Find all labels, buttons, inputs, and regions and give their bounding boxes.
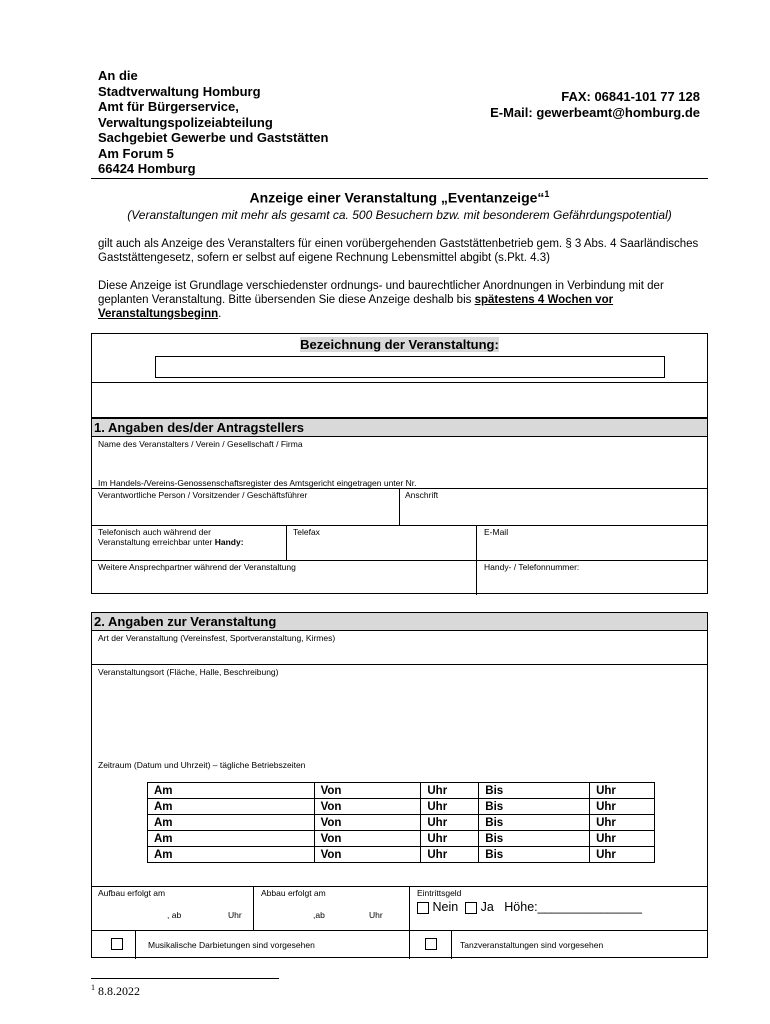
address-line: An die (98, 68, 138, 83)
address-line: Stadtverwaltung Homburg (98, 83, 261, 99)
event-type-label: Art der Veranstaltung (Vereinsfest, Sportveranstaltung, Kirmes) (98, 633, 336, 643)
entry-fee-yes-checkbox[interactable] (465, 902, 477, 914)
setup-ab: , ab (167, 910, 182, 920)
form-subtitle: (Veranstaltungen mit mehr als gesamt ca. 500 Besuchern bzw. mit besonderem Gefährdungspotential) (127, 208, 672, 222)
fax-number: FAX: 06841-101 77 128 (561, 89, 700, 104)
row-divider (92, 560, 707, 561)
times-row (148, 847, 655, 863)
deadline-emphasis: spätestens 4 Wochen vor Veranstaltungsbeginn (98, 294, 614, 320)
address-line: 66424 Homburg (98, 161, 196, 176)
contact-block (490, 89, 700, 120)
row-divider (92, 664, 707, 665)
intro-p2-end: . (218, 308, 222, 320)
times-cell[interactable]: Bis (479, 831, 590, 847)
organizer-name-label: Name des Veranstalters / Verein / Gesellschaft / Firma (98, 439, 303, 449)
section-2-heading: 2. Angaben zur Veranstaltung (92, 613, 707, 631)
intro-paragraph-1: gilt auch als Anzeige des Veranstalters für einen vorübergehenden Gaststättenbetrieb gem. § 3 Abs. 4 Saarländisches Gaststättengesetz, sofern er selbst auf eigene Rechnung Lebensmittel abgibt (s.Pkt. 4.3) (98, 238, 699, 264)
intro-paragraph-2 (98, 279, 703, 321)
phone-label (98, 527, 244, 547)
email-address: E-Mail: gewerbeamt@homburg.de (490, 104, 700, 120)
title-footnote-mark: 1 (544, 189, 550, 199)
entry-fee-no-checkbox[interactable] (417, 902, 429, 914)
row-divider (92, 382, 707, 383)
section-applicant (91, 418, 708, 594)
entry-fee-no-label: Nein (432, 900, 459, 914)
form-title (91, 189, 708, 206)
music-label: Musikalische Darbietungen sind vorgesehen (148, 940, 315, 950)
phone-label-handy: Handy: (214, 537, 244, 547)
event-location-field[interactable] (98, 679, 698, 751)
section-event-details (91, 612, 708, 958)
address-line: Amt für Bürgerservice, (98, 99, 239, 114)
times-cell[interactable]: Uhr (421, 847, 479, 863)
times-cell[interactable]: Bis (479, 783, 590, 799)
col-divider (253, 886, 254, 930)
setup-uhr: Uhr (228, 910, 242, 920)
address-line: Sachgebiet Gewerbe und Gaststätten (98, 130, 329, 145)
dance-checkbox[interactable] (425, 938, 437, 950)
phone-label-line-1: Telefonisch auch während der (98, 527, 211, 537)
teardown-ab: ,ab (313, 910, 325, 920)
times-cell[interactable]: Uhr (590, 799, 655, 815)
address-line: Am Forum 5 (98, 145, 174, 161)
responsible-person-field[interactable] (98, 501, 394, 523)
address-field[interactable] (405, 501, 701, 523)
entry-fee-amount[interactable]: Höhe:_______________ (504, 900, 642, 914)
teardown-uhr: Uhr (369, 910, 383, 920)
times-cell[interactable]: Uhr (590, 815, 655, 831)
event-name-label: Bezeichnung der Veranstaltung: (300, 337, 499, 352)
times-cell[interactable]: Am (148, 831, 315, 847)
times-row (148, 783, 655, 799)
times-cell[interactable]: Uhr (590, 831, 655, 847)
organizer-name-field[interactable] (98, 451, 698, 477)
times-cell[interactable]: Uhr (421, 799, 479, 815)
times-cell[interactable]: Uhr (590, 783, 655, 799)
times-cell[interactable]: Uhr (421, 783, 479, 799)
address-label: Anschrift (405, 490, 439, 500)
times-row (148, 815, 655, 831)
times-cell[interactable]: Am (148, 815, 315, 831)
times-cell[interactable]: Uhr (421, 815, 479, 831)
entry-fee-options (417, 900, 642, 914)
setup-label: Aufbau erfolgt am (98, 888, 166, 898)
times-cell[interactable]: Von (314, 831, 421, 847)
times-table (147, 782, 655, 863)
address-line: Verwaltungspolizeiabteilung (98, 114, 273, 130)
responsible-person-label: Verantwortliche Person / Vorsitzender / Geschäftsführer (98, 490, 308, 500)
times-cell[interactable]: Von (314, 783, 421, 799)
times-cell[interactable]: Am (148, 783, 315, 799)
music-checkbox[interactable] (111, 938, 123, 950)
col-divider (399, 488, 400, 525)
footnote-mark: 1 (91, 983, 95, 992)
times-cell[interactable]: Von (314, 799, 421, 815)
email-label: E-Mail (484, 527, 509, 537)
times-row (148, 799, 655, 815)
event-name-section (91, 333, 708, 418)
col-divider (286, 525, 287, 560)
times-cell[interactable]: Am (148, 847, 315, 863)
times-cell[interactable]: Bis (479, 799, 590, 815)
col-divider (451, 930, 452, 959)
footnote-divider (91, 978, 279, 979)
times-cell[interactable]: Bis (479, 847, 590, 863)
col-divider (135, 930, 136, 959)
footnote (91, 983, 140, 999)
mobile-number-label: Handy- / Telefonnummer: (484, 562, 580, 572)
row-divider (92, 930, 707, 931)
register-label: Im Handels-/Vereins-Genossenschaftsregister des Amtsgericht eingetragen unter Nr. (98, 478, 417, 488)
intro-p2-text: Diese Anzeige ist Grundlage verschiedenster ordnungs- und baurechtlicher Anordnungen in Verbindung mit der geplanten Veranstaltung. Bitte übersenden Sie diese Anzeige deshalb bis (98, 280, 664, 306)
phone-label-line-2: Veranstaltung erreichbar unter (98, 537, 215, 547)
col-divider (409, 886, 410, 959)
times-row (148, 831, 655, 847)
times-cell[interactable]: Bis (479, 815, 590, 831)
recipient-address (98, 68, 328, 177)
row-divider (92, 525, 707, 526)
title-text: Anzeige einer Veranstaltung „Eventanzeige“ (249, 189, 545, 206)
period-label: Zeitraum (Datum und Uhrzeit) – tägliche Betriebszeiten (98, 760, 306, 770)
section-1-heading: 1. Angaben des/der Antragstellers (92, 419, 707, 437)
row-divider (92, 886, 707, 887)
header-divider (91, 178, 708, 179)
times-cell[interactable]: Von (314, 815, 421, 831)
teardown-label: Abbau erfolgt am (261, 888, 326, 898)
additional-contact-label: Weitere Ansprechpartner während der Veranstaltung (98, 562, 296, 572)
event-type-field[interactable] (98, 644, 698, 662)
dance-label: Tanzveranstaltungen sind vorgesehen (460, 940, 604, 950)
times-cell[interactable]: Uhr (421, 831, 479, 847)
fax-label: Telefax (293, 527, 320, 537)
event-location-label: Veranstaltungsort (Fläche, Halle, Beschreibung) (98, 667, 279, 677)
entry-fee-yes-label: Ja (480, 900, 494, 914)
footnote-text: 8.8.2022 (98, 984, 140, 998)
times-cell[interactable]: Von (314, 847, 421, 863)
event-name-input[interactable] (155, 356, 665, 378)
entry-fee-label: Eintrittsgeld (417, 888, 462, 898)
times-cell[interactable]: Uhr (590, 847, 655, 863)
times-cell[interactable]: Am (148, 799, 315, 815)
